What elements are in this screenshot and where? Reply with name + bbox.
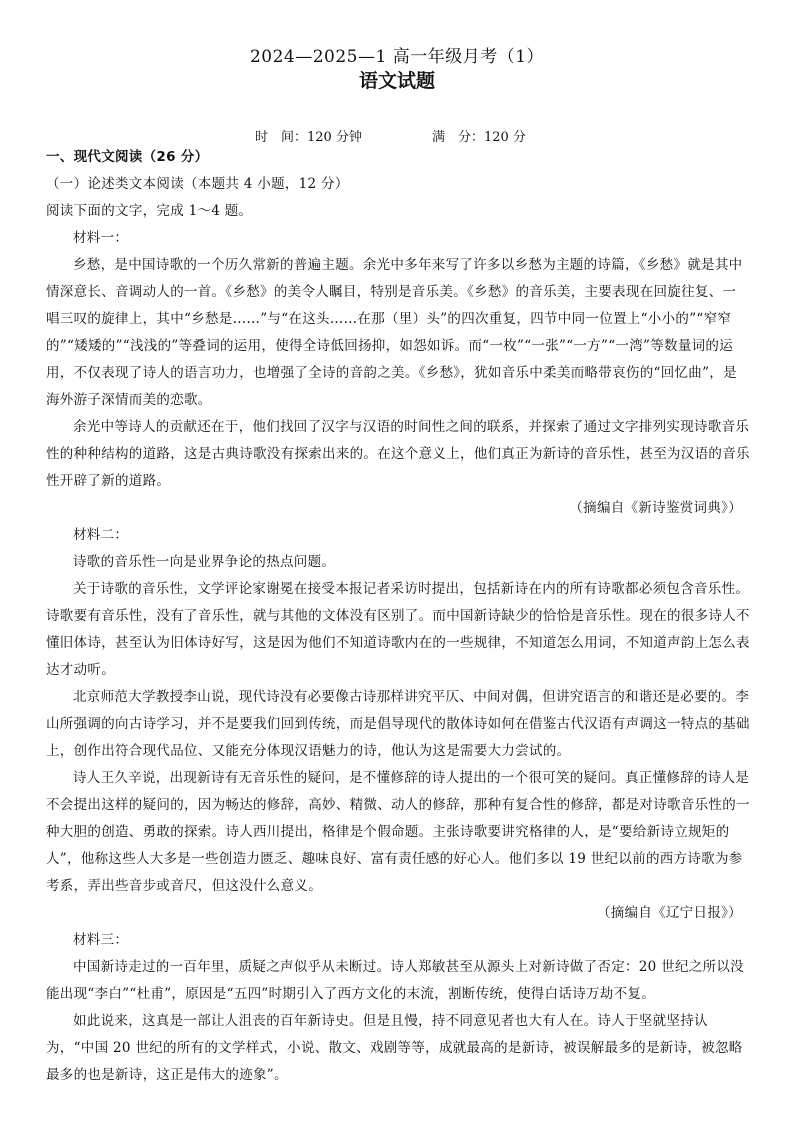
exam-time: 时 间：120 分钟	[255, 130, 362, 145]
paragraph: 诗歌的音乐性一向是业界争论的热点问题。	[73, 554, 336, 570]
exam-score: 满 分：120 分	[431, 130, 526, 145]
paragraph: 诗人王久辛说，出现新诗有无音乐性的疑问，是不懂修辞的诗人提出的一个很可笑的疑问。真正懂修辞的诗人是不会提出这样的疑问的，因为畅达的修辞，高妙、精微、动人的修辞，那种有复合性的修辞，都是对诗歌音乐性的一种大胆的创造、勇敢的探索。诗人西川提出，格律是个假命题。主张诗歌要讲究格律的人，是“要给新诗立规矩的人”，他称这些人大多是一些创造力匮乏、趣味良好、富有责任感的好心人。他们多以 19 世纪以前的西方诗歌为参考系，弄出些音步或音尺，但这没什么意义。	[46, 770, 750, 894]
paragraph: 如此说来，这真是一部让人沮丧的百年新诗史。但是且慢，持不同意见者也大有人在。诗人于坚就坚持认为，“中国 20 世纪的所有的文学样式，小说、散文、戏剧等等，成就最高的是新诗，被误解最多的是新诗，被忽略最多的也是新诗，这正是伟大的迹象”。	[46, 1013, 743, 1083]
subject-title: 语文试题	[358, 70, 435, 92]
paragraph: 北京师范大学教授李山说，现代诗没有必要像古诗那样讲究平仄、中间对偶，但讲究语言的和谐还是必要的。李山所强调的向古诗学习，并不是要我们回到传统，而是倡导现代的散体诗如何在借鉴古代汉语有声调这一特点的基础上，创作出符合现代品位、又能充分体现汉语魅力的诗，他认为这是需要大力尝试的。	[46, 689, 750, 759]
paragraph: 余光中等诗人的贡献还在于，他们找回了汉字与汉语的时间性之间的联系，并探索了通过文字排列实现诗歌音乐性的种种结构的道路，这是古典诗歌没有探索出来的。在这个意义上，他们真正为新诗的音乐性，甚至为汉语的音乐性开辟了新的道路。	[46, 419, 750, 489]
section-title: 一、现代文阅读（26 分）	[46, 149, 209, 165]
material-label: 材料二：	[73, 527, 129, 543]
sub-section-title: （一）论述类文本阅读（本题共 4 小题，12 分）	[46, 176, 349, 192]
material-label: 材料三：	[73, 932, 129, 948]
exam-info	[255, 126, 526, 145]
exam-content	[46, 144, 750, 1089]
exam-title: 2024—2025—1 高一年级月考（1）	[249, 47, 545, 67]
paragraph: 关于诗歌的音乐性，文学评论家谢冕在接受本报记者采访时提出，包括新诗在内的所有诗歌都必须包含音乐性。诗歌要有音乐性，没有了音乐性，就与其他的文体没有区别了。而中国新诗缺少的恰恰是音乐性。现在的很多诗人不懂旧体诗，甚至认为旧体诗好写，这是因为他们不知道诗歌内在的一些规律，不知道怎么用词，不知道声韵上怎么表达才动听。	[46, 581, 750, 678]
paragraph: 中国新诗走过的一百年里，质疑之声似乎从未断过。诗人郑敏甚至从源头上对新诗做了否定：20 世纪之所以没能出现“李白”“杜甫”，原因是“五四”时期引入了西方文化的末流，割断传统，使得白话诗万劫不复。	[46, 959, 744, 1002]
source-citation: （摘编自《辽宁日报》）	[596, 905, 742, 921]
paragraph: 乡愁，是中国诗歌的一个历久常新的普遍主题。余光中多年来写了许多以乡愁为主题的诗篇，《乡愁》就是其中情深意长、音调动人的一首。《乡愁》的美令人瞩目，特别是音乐美。《乡愁》的音乐美，主要表现在回旋往复、一唱三叹的旋律上，其中“乡愁是……”与“在这头……在那（里）头”的四次重复，四节中同一位置上“小小的”“窄窄的”“矮矮的”“浅浅的”等叠词的运用，使得全诗低回扬抑，如怨如诉。而“一枚”“一张”“一方”“一湾”等数量词的运用，不仅表现了诗人的语言功力，也增强了全诗的音韵之美。《乡愁》，犹如音乐中柔美而略带哀伤的“回忆曲”，是海外游子深情而美的恋歌。	[46, 257, 743, 408]
material-label: 材料一：	[73, 230, 129, 246]
source-citation: （摘编自《新诗鉴赏词典》）	[569, 500, 742, 516]
reading-instruction: 阅读下面的文字，完成 1～4 题。	[46, 203, 253, 219]
